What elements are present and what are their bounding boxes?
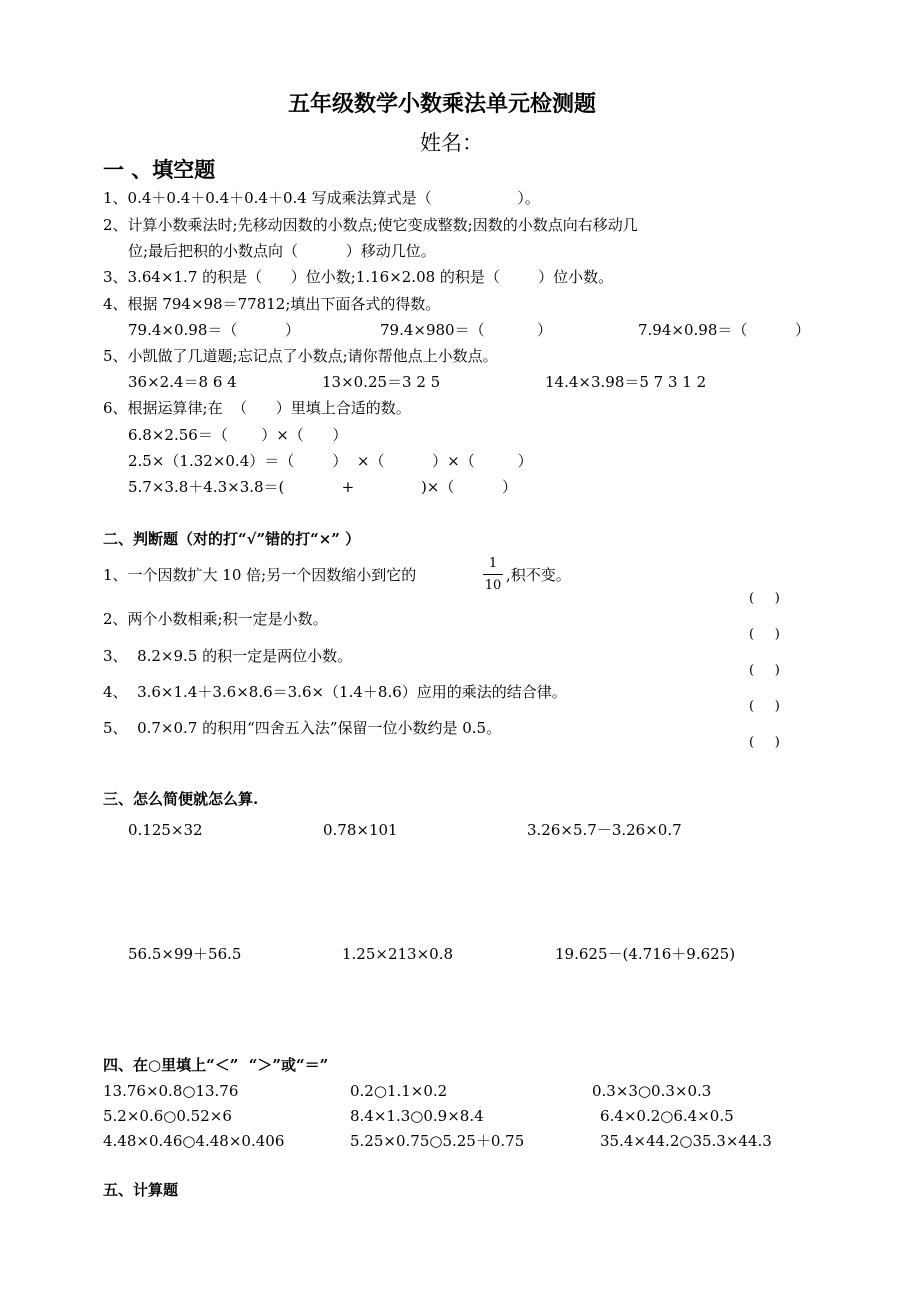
s2-q5: 5、 0.7×0.7 的积用“四舍五入法”保留一位小数约是 0.5。 [103,719,502,737]
section4-heading: 四、在○里填上“＜” “＞”或“＝” [103,1056,329,1074]
s1-q6-item-2: 2.5×（1.32×0.4）＝（ ） ×（ ）×（ ） [128,452,533,470]
s2-q1-suffix: ,积不变。 [506,566,571,584]
s2-q2: 2、两个小数相乘;积一定是小数。 [103,610,328,628]
s2-q3: 3、 8.2×9.5 的积一定是两位小数。 [103,647,353,665]
fraction-denominator: 10 [484,578,502,593]
s3-row2-item-2: 1.25×213×0.8 [342,945,454,963]
s1-q6-item-1: 6.8×2.56＝（ ）×（ ） [128,426,348,444]
section3-heading: 三、怎么简便就怎么算. [103,790,259,808]
s3-row1-item-2: 0.78×101 [323,821,398,839]
s4-row3-item-2: 5.25×0.75○5.25＋0.75 [350,1132,525,1150]
s2-answer-paren-3: ( ) [749,663,780,678]
s4-row2-item-3: 6.4×0.2○6.4×0.5 [600,1107,734,1125]
fraction-bar [483,574,503,575]
s1-q2-line1: 2、计算小数乘法时;先移动因数的小数点;使它变成整数;因数的小数点向右移动几 [103,216,638,234]
s1-q2-line2: 位;最后把积的小数点向（ ）移动几位。 [128,242,436,260]
s2-q1-prefix: 1、一个因数扩大 10 倍;另一个因数缩小到它的 [103,566,417,584]
fraction-numerator: 1 [488,556,498,571]
s3-row2-item-3: 19.625－(4.716＋9.625) [555,945,736,963]
page-title: 五年级数学小数乘法单元检测题 [288,91,597,117]
section2-heading: 二、判断题（对的打“√”错的打“×” ） [103,530,361,548]
s2-answer-paren-1: ( ) [749,591,780,606]
s4-row1-item-1: 13.76×0.8○13.76 [103,1082,239,1100]
s1-q1: 1、0.4＋0.4＋0.4＋0.4＋0.4 写成乘法算式是（ ）。 [103,189,540,207]
s4-row1-item-3: 0.3×3○0.3×0.3 [592,1082,712,1100]
section5-heading: 五、计算题 [103,1181,179,1199]
s1-q5-item-2: 13×0.25＝3 2 5 [322,373,441,391]
s1-q4: 4、根据 794×98＝77812;填出下面各式的得数。 [103,295,441,313]
s3-row1-item-1: 0.125×32 [128,821,203,839]
s1-q4-item-2: 79.4×980＝（ ） [380,321,553,339]
s1-q4-item-3: 7.94×0.98＝（ ） [638,321,811,339]
s3-row1-item-3: 3.26×5.7－3.26×0.7 [527,821,682,839]
section1-heading: 一 、填空题 [103,157,216,182]
s4-row3-item-1: 4.48×0.46○4.48×0.406 [103,1132,285,1150]
s1-q5-item-3: 14.4×3.98＝5 7 3 1 2 [545,373,707,391]
s1-q6-item-3: 5.7×3.8＋4.3×3.8＝( + )×（ ） [128,478,518,496]
s1-q6: 6、根据运算律;在 （ ）里填上合适的数。 [103,399,411,417]
s2-answer-paren-2: ( ) [749,627,780,642]
name-label: 姓名： [420,131,483,155]
s1-q4-item-1: 79.4×0.98＝（ ） [128,321,301,339]
s1-q3: 3、3.64×1.7 的积是（ ）位小数;1.16×2.08 的积是（ ）位小数。 [103,268,614,286]
s3-row2-item-1: 56.5×99＋56.5 [128,945,242,963]
s4-row2-item-2: 8.4×1.3○0.9×8.4 [350,1107,484,1125]
s2-answer-paren-4: ( ) [749,699,780,714]
s1-q5-item-1: 36×2.4＝8 6 4 [128,373,237,391]
s2-q4: 4、 3.6×1.4＋3.6×8.6＝3.6×（1.4＋8.6）应用的乘法的结合律。 [103,683,567,701]
s4-row1-item-2: 0.2○1.1×0.2 [350,1082,448,1100]
s1-q5: 5、小凯做了几道题;忘记点了小数点;请你帮他点上小数点。 [103,347,498,365]
s4-row3-item-3: 35.4×44.2○35.3×44.3 [600,1132,772,1150]
s4-row2-item-1: 5.2×0.6○0.52×6 [103,1107,232,1125]
s2-answer-paren-5: ( ) [749,735,780,750]
